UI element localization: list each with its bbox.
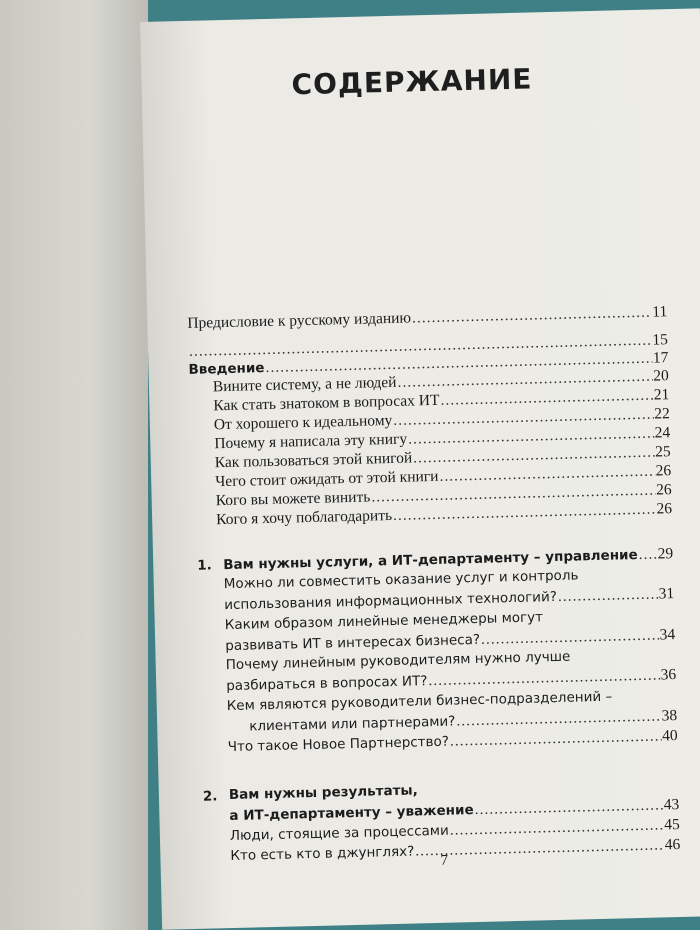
chapter-title: Вам нужны услуги, а ИТ-департаменту – управление	[223, 547, 638, 574]
toc-entry: Кого я хочу поблагодарить ..... 26	[216, 500, 672, 529]
toc-page: 17	[652, 349, 669, 367]
toc-entry: Как пользоваться этой книгой ..... 25	[215, 443, 671, 472]
chapter-title-line: Вам нужны результаты,	[228, 782, 418, 804]
toc-entry: Люди, стоящие за процессами ..... 45	[230, 816, 680, 845]
toc-entry-line: Каким образом линейные менеджеры могут	[224, 609, 544, 634]
dot-leader	[481, 627, 659, 649]
dot-leader	[638, 546, 656, 564]
toc-page: 15	[652, 331, 669, 349]
dot-leader	[412, 304, 652, 328]
toc-page: 43	[663, 796, 680, 814]
toc-entry: Как стать знатоком в вопросах ИТ ..... 21	[213, 386, 669, 415]
toc-entry: Почему я написала эту книгу ..... 24	[214, 424, 670, 453]
toc-page: 11	[652, 303, 668, 321]
toc-entry-line: Почему линейным руководителям нужно лучше	[225, 648, 571, 674]
toc-label: Предисловие к русскому изданию	[187, 309, 412, 332]
toc-entry: развивать ИТ в интересах бизнеса? ..... 34	[225, 626, 675, 655]
chapter-title: а ИТ-департаменту – уважение	[229, 802, 474, 825]
toc-entry: Кто есть кто в джунглях? ..... 46	[230, 836, 680, 865]
toc-entry: Вините систему, а не людей ..... 20	[213, 367, 669, 396]
page-number: 7	[440, 852, 449, 869]
toc-entry-line: Кем являются руководители бизнес-подразделений –	[226, 688, 613, 715]
page-title: СОДЕРЖАНИЕ	[291, 62, 533, 102]
book-page	[140, 8, 700, 929]
toc-page: 29	[657, 545, 674, 563]
toc-entry-line: Можно ли совместить оказание услуг и контроль	[223, 567, 579, 593]
chapter-number: 2.	[202, 788, 218, 805]
chapter-number: 1.	[197, 557, 213, 574]
dot-leader	[415, 836, 664, 860]
dot-leader	[428, 667, 660, 691]
dot-leader	[558, 586, 658, 606]
dot-leader	[456, 707, 661, 730]
toc-label: Введение	[188, 360, 265, 378]
left-page	[0, 0, 148, 930]
toc-entry: Кого вы можете винить ..... 26	[216, 481, 672, 510]
toc-entry: Что такое Новое Партнерство? ..... 40	[228, 727, 678, 756]
toc-entry: От хорошего к идеальному ..... 22	[214, 405, 670, 434]
toc-entry: разбираться в вопросах ИТ? ..... 36	[226, 666, 676, 695]
dot-leader	[450, 727, 662, 750]
toc-entry: клиентами или партнерами? ..... 38	[249, 707, 677, 735]
toc-entry: Чего стоит ожидать от этой книги ..... 26	[215, 462, 671, 491]
dot-leader	[474, 796, 663, 819]
toc-entry-preface	[187, 303, 667, 333]
toc-entry: использования информационных технологий? ..... 31	[224, 585, 674, 614]
dot-leader	[450, 816, 664, 839]
